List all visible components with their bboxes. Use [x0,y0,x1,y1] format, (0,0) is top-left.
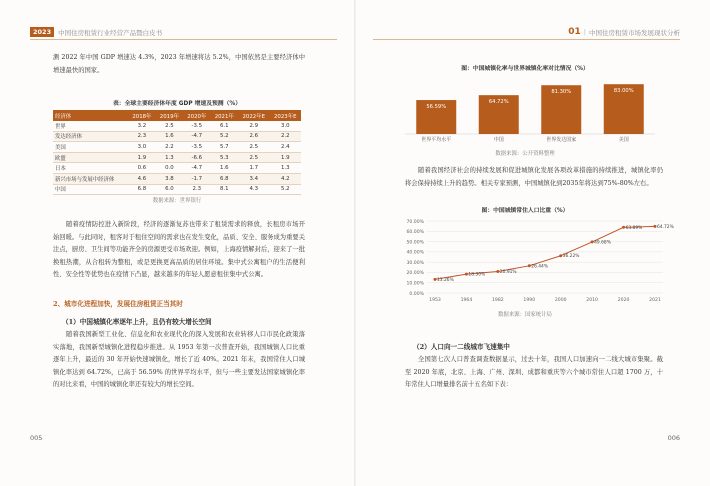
table-row [53,173,301,184]
right-header [568,27,680,37]
table-cell: 3.2 [128,121,155,131]
bar-value-label: 81.30% [551,89,572,96]
page-number-left: 005 [30,434,43,442]
table-cell: 3.8 [156,173,183,184]
table-cell: 8.1 [211,184,238,195]
table-cell: 发达经济体 [53,131,128,142]
table-cell: -3.5 [183,121,210,131]
table-cell: 5.7 [211,142,238,153]
x-tick-label: 1982 [492,298,504,303]
table-cell: 4.2 [269,173,301,184]
intro-paragraph: 测 2022 年中国 GDP 增速达 4.3%，2023 年增速将达 5.2%，中国依然是主要经济体中增速最快的国家。 [53,54,305,74]
urban-population-line-chart [395,215,674,307]
table-cell: 0.6 [128,163,155,174]
sub-heading-2: （2）人口向一二线城市飞速集中 [413,343,510,351]
table-header-cell: 2020年 [183,110,210,121]
table-cell: 1.6 [156,131,183,142]
table-cell: 3.0 [128,142,155,153]
bar-value-label: 56.59% [426,104,447,111]
table-cell: 1.7 [238,163,269,174]
y-tick-label: 20.00% [406,271,424,277]
table-cell: -4.7 [183,131,210,142]
table-source: 数据来源：世界银行 [152,198,202,204]
year-badge: 2023 [30,27,54,37]
table-cell: 0.0 [156,163,183,174]
gdp-growth-table [53,110,301,195]
table-row [53,152,301,163]
line-chart-source: 数据来源：国家统计局 [498,312,552,318]
table-header-cell: 2021年 [211,110,238,121]
header-rule [373,39,680,40]
x-tick-label: 2010 [586,298,598,303]
table-cell: -6.6 [183,152,210,163]
table-cell: 日本 [53,163,128,174]
table-cell: 2.2 [269,131,301,142]
table-row [53,131,301,142]
data-label: 13.26% [437,277,454,283]
table-cell: 2.5 [238,152,269,163]
x-tick-label: 1964 [460,298,473,303]
urbanization-paragraph: 随着我国新型工业化、信息化和农业现代化的深入发展和农业转移人口市民化政策落实落地，我国新型城镇化进程稳步推进。从 1953 年第一次普查开始，我国城镇人口比重逐年上升，最近的 30 年开始快速城镇化，增长了近 40%。2021 年末，我国常住人口城镇化率达到 64.72%，已高于 56.59% 的世界平均水平，但与一些主要发达国家城镇化率的对比来看，中国的城镇化率还有较大的增长空间。 [53,331,305,389]
table-cell: 6.1 [211,121,238,131]
table-cell: 2.2 [156,142,183,153]
bar-value-label: 83.00% [613,88,634,95]
y-tick-label: 60.00% [406,230,424,236]
table-cell: 2.6 [238,131,269,142]
recovery-paragraph: 随着疫情防控进入新阶段，经济的逐渐复苏也带来了租赁需求的释放，长租房市场开始回暖。与此同时，租客对于租住空间的需求也在发生变化，品质、安全、服务成为重要关注点，厨房、卫生间等功能齐全的房源更受市场欢迎。例如，上海疫情解封后，迎来了一批换租热潮，从合租转为整租，或是更换更高品质的居住环境。集中式公寓租户的生活便利性、安全性等优势也在疫情下凸显，越来越多的年轻人愿意租住集中式公寓。 [53,221,305,279]
y-tick-label: 30.00% [406,260,424,266]
table-cell: 美国 [53,142,128,153]
table-cell: 2.4 [269,142,301,153]
data-label: 26.44% [531,264,549,270]
table-cell: 新兴市场与发展中经济体 [53,173,128,184]
left-header [30,27,162,37]
table-cell: 中国 [53,184,128,195]
header-rule [30,39,337,40]
table-cell: 1.3 [156,152,183,163]
bar-category-label: 世界平均水平 [421,137,452,143]
table-row [53,184,301,195]
table-cell: 5.3 [211,152,238,163]
line-chart-caption: 图：中国城镇常住人口比重（%） [481,208,569,214]
bar-category-label: 美国 [618,137,629,143]
chapter-title: 中国住房租赁市场发展现状分析 [589,28,680,37]
table-cell: 2.5 [156,121,183,131]
table-header-cell: 经济体 [53,110,128,121]
table-cell: 6.8 [128,184,155,195]
table-row [53,163,301,174]
y-tick-label: 0.00% [409,291,424,297]
table-cell: 4.3 [238,184,269,195]
y-tick-label: 40.00% [406,250,424,256]
population-paragraph: 全国第七次人口普查调查数据显示，过去十年，我国人口加速向一二线大城市集聚。截至 2020 年底，北京、上海、广州、深圳、成都和重庆等六个城市常住人口超 1700 万，十年常住人口增量排名前十五名如下表： [405,356,663,389]
table-cell: -4.7 [183,163,210,174]
chapter-number: 01 [568,27,581,37]
table-caption: 表：全球主要经济体年度 GDP 增速及预测（%） [112,101,241,107]
bar-chart-source: 数据来源：公开资料整理 [495,151,555,157]
table-cell: 5.2 [269,184,301,195]
table-cell: 4.6 [128,173,155,184]
right-page [355,0,710,486]
table-cell: 2.3 [128,131,155,142]
table-cell: 3.0 [269,121,301,131]
table-row [53,121,301,131]
table-cell: 欧盟 [53,152,128,163]
header-divider: | [583,28,586,36]
table-header-cell: 2019年 [156,110,183,121]
table-cell: 世界 [53,121,128,131]
table-cell: 1.3 [269,163,301,174]
data-label: 36.22% [562,254,580,260]
series-line [435,226,655,279]
sub-heading: （1）中国城镇化率逐年上升，且仍有较大增长空间 [62,318,212,326]
bar-chart-caption: 图：中国城镇化率与世界城镇化率对比情况（%） [461,66,589,72]
x-tick-label: 2021 [649,298,661,303]
table-cell: 5.2 [211,131,238,142]
table-cell: 2.5 [238,142,269,153]
page-number-right: 006 [667,434,680,442]
data-label: 63.89% [625,225,643,231]
table-header-cell: 2023年E [269,110,301,121]
table-cell: 1.6 [211,163,238,174]
bar-category-label: 中国 [493,137,504,143]
table-header-row [53,110,301,121]
data-label: 20.91% [499,269,517,275]
y-tick-label: 10.00% [406,281,424,287]
bar-value-label: 64.72% [488,99,509,106]
data-label: 18.30% [468,272,486,278]
x-tick-label: 1953 [429,298,441,303]
table-header-cell: 2018年 [128,110,155,121]
table-cell: 2.3 [183,184,210,195]
y-tick-label: 70.00% [406,219,424,225]
report-title: 中国住房租赁行业经营产品暨白皮书 [58,28,163,37]
section-heading: 2、城市化进程加快，发展住房租赁正当其时 [53,300,183,308]
table-cell: -3.5 [183,142,210,153]
bar-category-label: 世界发达国家 [546,137,577,143]
x-tick-label: 2020 [617,298,630,303]
table-cell: 2.9 [238,121,269,131]
table-header-cell: 2022年E [238,110,269,121]
table-cell: 6.0 [156,184,183,195]
table-row [53,142,301,153]
table-cell: 6.8 [211,173,238,184]
data-label: 64.72% [657,224,674,230]
y-tick-label: 50.00% [406,240,424,246]
trend-paragraph: 随着我国经济社会的持续发展和促进城镇化发展各项改革措施的持续推进，城镇化率仍将会保持持续上升的趋势。相关专家预测，中国城镇化到2035年将达到75%-80%左右。 [405,167,663,187]
urbanization-bar-chart [395,74,665,146]
data-label: 49.68% [594,240,611,246]
x-tick-label: 2000 [554,298,567,303]
table-cell: 3.4 [238,173,269,184]
table-cell: 1.9 [269,152,301,163]
table-cell: -1.7 [183,173,210,184]
x-tick-label: 1990 [523,298,536,303]
table-cell: 1.9 [128,152,155,163]
